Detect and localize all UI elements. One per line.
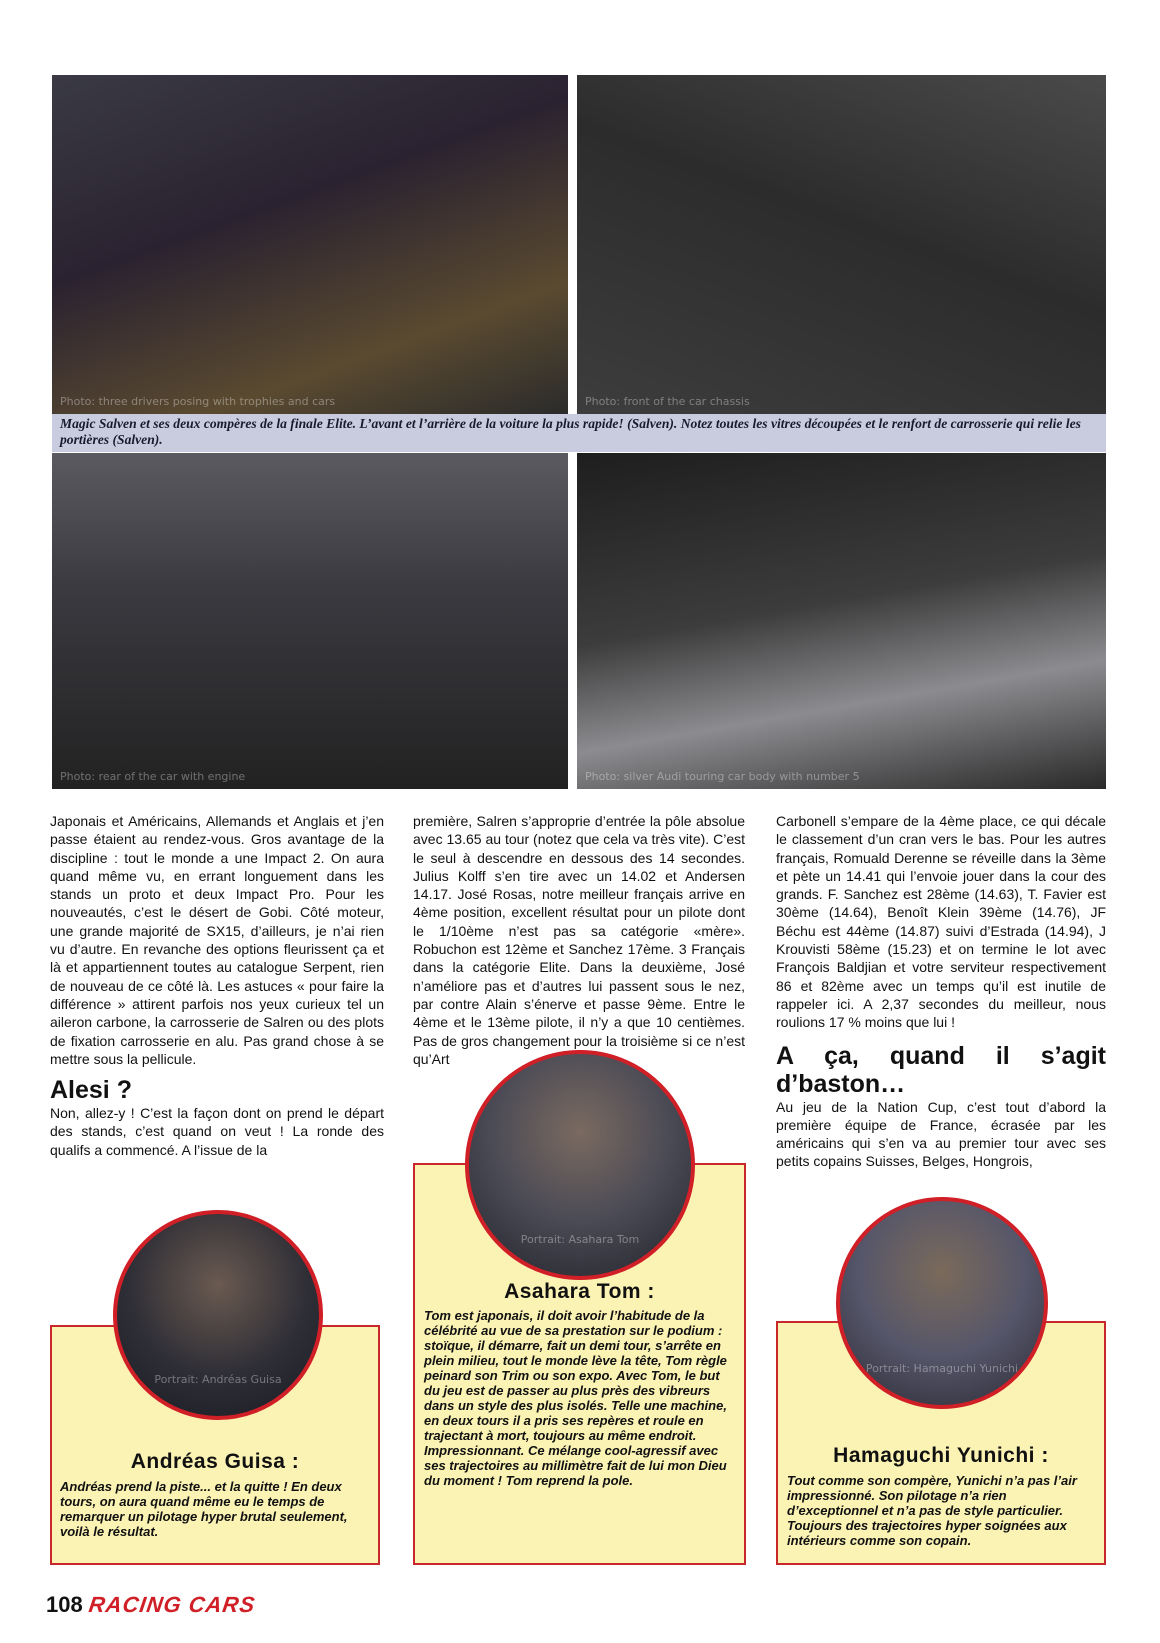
article-paragraph: Au jeu de la Nation Cup, c’est tout d’abord la première équipe de France, écrasée par les américains qui s’en va au premier tour avec ses petits copains Suisses, Belges, Hongrois, <box>776 1098 1106 1170</box>
photo-audi-body <box>577 453 1106 789</box>
portrait-photo-asahara <box>465 1050 695 1280</box>
portrait-desc-guisa: Andréas prend la piste... et la quitte ! En deux tours, on aura quand même eu le temps de remarquer un pilotage hyper brutal seulement, voilà le résultat. <box>60 1479 348 1539</box>
article-paragraph: Non, allez-y ! C’est la façon dont on prend le départ des stands, c’est quand on veut ! La ronde des qualifs a commencé. A l’issue de la <box>50 1105 384 1158</box>
article-column-3 <box>776 812 1106 1171</box>
section-heading-alesi: Alesi ? <box>50 1076 132 1105</box>
portrait-desc-asahara: Tom est japonais, il doit avoir l’habitude de la célébrité au vue de sa prestation sur le podium : stoïque, il démarre, fait un demi tour, s’arrête en plein milieu, tout le monde lève la tête, Tom règle peinard son Trim ou son expo. Avec Tom, le but du jeu est de passer au plus près des vibreurs dans un style des plus isolés. Telle une machine, en deux tours il a pris ses repères et roule en trajectant à mort, toujours au même endroit. Impressionnant. Ce mélange cool-agressif avec ses trajectoires au millimètre fait de lui mon Dieu du moment ! Tom reprend la pole. <box>424 1308 727 1488</box>
photo-car-rear-engine <box>52 453 568 789</box>
photo-caption: Magic Salven et ses deux compères de la finale Elite. L’avant et l’arrière de la voiture la plus rapide! (Salven). Notez toutes les vitres découpées et le renfort de carrosserie qui relie les portières (Salven). <box>52 414 1106 452</box>
photo-label: Portrait: Hamaguchi Yunichi <box>865 1362 1019 1375</box>
page-footer <box>46 1591 255 1619</box>
article-paragraph: Japonais et Américains, Allemands et Anglais et j’en passe étaient au rendez-vous. Gros avantage de la discipline : tout le monde a une Impact 2. On aura quand même vu, en errant longuement dans les stands un proto et deux Impact Pro. Pour les nouveautés, c’est le désert de Gobi. Côté moteur, une grande majorité de SX15, d’ailleurs, je n’ai rien vu d’autre. En revanche des options fleurissent ça et là et appartiennent toutes au catalogue Serpent, rien de nouveau de ce côté là. Les astuces « pour faire la différence » attirent parfois nos yeux curieux tel un aileron carbone, la carrosserie de Salren ou des plots de fixation carrosserie en alu. Pas grand chose à se mettre sous la pellicule. <box>50 813 384 1067</box>
photo-car-front <box>577 75 1106 414</box>
section-heading-baston: A ça, quand il s’agit d’baston… <box>776 1041 1106 1098</box>
portrait-photo-guisa <box>113 1210 323 1420</box>
portrait-name-hamaguchi: Hamaguchi Yunichi : <box>833 1444 1049 1467</box>
magazine-logo: RACING CARS <box>87 1592 257 1617</box>
page-number: 108 <box>46 1592 83 1617</box>
portrait-desc-hamaguchi: Tout comme son compère, Yunichi n’a pas l’air impressionné. Son pilotage n’a rien d’exceptionnel et n’a pas de style particulier. Toujours des trajectoires hyper soignées aux intérieurs comme son copain. <box>787 1473 1077 1548</box>
portrait-name-guisa: Andréas Guisa : <box>130 1450 300 1473</box>
portrait-photo-hamaguchi <box>836 1197 1048 1409</box>
photo-label: Photo: rear of the car with engine <box>60 770 246 783</box>
article-paragraph: première, Salren s’approprie d’entrée la pôle absolue avec 13.65 au tour (notez que cela va très vite). C’est le seul à descendre en dessous des 14 secondes. Julius Kolff s’en tire avec un 14.02 et Andersen 14.17. José Rosas, notre meilleur français arrive en 4ème position, excellent résultat pour un pilote dont le 1/10ème n’est pas sa catégorie «mère». Robuchon est 12ème et Sanchez 17ème. 3 Français dans la catégorie Elite. Dans la deuxième, José n’améliore pas et d’autres lui passent sous le nez, par contre Alain s’énerve et passe 9ème. Entre le 4ème et le 13ème pilote, il n’y a que 10 centièmes. Pas de gros changement pour la troisième si ce n’est qu’Art <box>413 813 745 1067</box>
article-column-2 <box>413 812 745 1068</box>
photo-label: Portrait: Asahara Tom <box>520 1233 640 1246</box>
article-paragraph: Carbonell s’empare de la 4ème place, ce qui décale le classement d’un cran vers le bas. Pour les autres français, Romuald Derenne se réveille dans la 3ème et pète un 14.41 qui l’envoie jouer dans la cour des grands. F. Sanchez est 28ème (14.63), T. Favier est 30ème (14.64), Benoît Klein 39ème (14.76), JF Béchu est 44ème (14.87) suivi d’Estrada (14.94), J Krouvisti 58ème (15.23) et on termine le lot avec François Baldjian et votre serviteur respectivement 86 et 82ème avec un temps qu’il est inutile de rappeler ici. A 2,37 secondes du meilleur, nous roulions 17 % moins que lui ! <box>776 813 1106 1031</box>
photo-label: Photo: three drivers posing with trophies and cars <box>60 395 336 408</box>
photo-drivers-trophies <box>52 75 568 414</box>
photo-label: Photo: silver Audi touring car body with number 5 <box>585 770 860 783</box>
portrait-name-asahara: Asahara Tom : <box>504 1280 655 1303</box>
article-column-1 <box>50 812 384 1159</box>
photo-label: Photo: front of the car chassis <box>585 395 750 408</box>
photo-label: Portrait: Andréas Guisa <box>154 1373 282 1386</box>
